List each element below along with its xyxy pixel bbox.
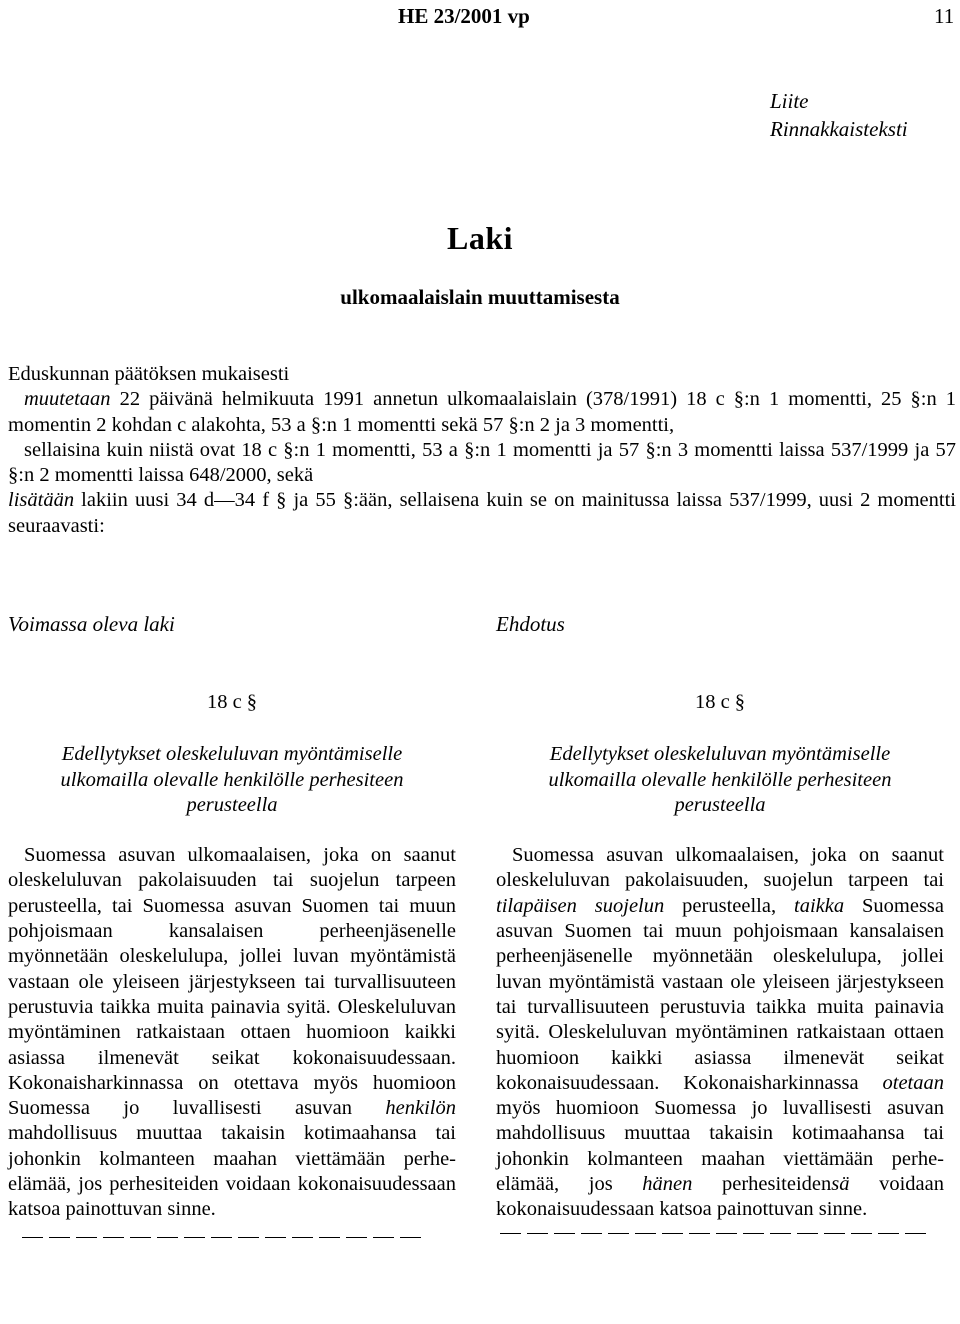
right-body-italic-1: tilapäisen suojelun	[496, 894, 665, 917]
left-omission-dashes	[22, 1237, 456, 1239]
right-body-italic-5: sä	[831, 1173, 850, 1196]
appendix-line-1: Liite	[770, 89, 809, 113]
current-law-column	[8, 690, 456, 1239]
left-section-title-line-1: Edellytykset oleskeluluvan myöntämiselle	[61, 743, 403, 766]
left-section-body	[8, 843, 456, 1222]
intro-add-text: lakiin uusi 34 d—34 f § ja 55 §:ään, sellaisena kuin se on mainitussa laissa 537/1999, uusi 2 momentti seuraavasti:	[8, 489, 956, 537]
page-number: 11	[934, 4, 955, 28]
right-body-text-e: perhesiteiden	[692, 1173, 832, 1196]
law-title: Laki	[446, 220, 514, 256]
intro-such-paragraph: sellaisina kuin niistä ovat 18 c §:n 1 momentti, 53 a §:n 1 momentti ja 57 §:n 3 momentti laissa 537/1999 ja 57 §:n 2 momentti laissa 648/2000, sekä	[8, 438, 956, 487]
right-body-text-b: perusteella,	[664, 894, 794, 917]
left-section-title-line-3: perusteella	[186, 793, 278, 816]
right-body-text-f: voidaan kokonaisuudessaan katsoa painottuvan sinne.	[496, 1173, 944, 1221]
right-section-title-line-3: perusteella	[674, 793, 766, 816]
appendix-line-2: Rinnakkaisteksti	[770, 117, 908, 141]
right-section-number: 18 c §	[694, 691, 746, 713]
right-section-title-line-2: ulkomailla olevalle henkilölle perhesiteen	[548, 768, 892, 791]
right-section-title-line-1: Edellytykset oleskeluluvan myöntämiselle	[549, 743, 891, 766]
left-column-heading: Voimassa oleva laki	[8, 612, 175, 636]
left-body-italic: henkilön	[385, 1097, 456, 1120]
intro-add-verb: lisätään	[8, 489, 75, 512]
right-body-text-c: Suomessa asuvan Suomen tai muun pohjoismaan kansalaisen perheenjäsenelle myönnetään oleskelulupa, jollei luvan myöntämistä vastaan ole yleiseen järjestykseen tai turvallisuuteen perustuvia taikka muita painavia syitä. Oleskeluluvan myöntäminen ratkaistaan ottaen huomioon kaikki asiassa ilmenevät seikat kokonaisuudessaan. Kokonaisharkinnassa	[496, 894, 945, 1094]
intro-add-paragraph	[8, 488, 956, 539]
left-section-number: 18 c §	[206, 691, 258, 713]
right-body-italic-3: otetaan	[882, 1071, 944, 1094]
right-section-body	[496, 843, 944, 1222]
intro-amend-text: 22 päivänä helmikuuta 1991 annetun ulkomaalaislain (378/1991) 18 c §:n 1 momentti, 25 §:n 1 momentin 2 kohdan c alakohta, 53 a §:n 1 momentti sekä 57 §:n 2 ja 3 momentti,	[8, 388, 956, 436]
left-body-text-a: Suomessa asuvan ulkomaalaisen, joka on saanut oleskeluluvan pakolaisuuden tai suojelun tarpeen perusteella, tai Suomessa asuvan Suomen tai muun pohjoismaan kansalaisen perheenjäsenelle myönnetään oleskelulupa, jollei luvan myöntämistä vastaan ole yleiseen järjestykseen tai turvallisuuteen perustuvia taikka muita painavia syitä. Oleskeluluvan myöntäminen ratkaistaan ottaen huomioon kaikki asiassa ilmenevät seikat kokonaisuudessaan. Kokonaisharkinnassa on otettava myös huomioon Suomessa jo luvallisesti asuvan	[8, 844, 456, 1120]
right-body-italic-4: hänen	[642, 1173, 693, 1196]
left-section-title-line-2: ulkomailla olevalle henkilölle perhesiteen	[60, 768, 404, 791]
left-body-text-b: mahdollisuus muuttaa takaisin kotimaahansa tai johonkin kolmanteen maahan viettämään perhe-elämää, jos perhesiteiden voidaan kokonaisuudessaan katsoa painottuvan sinne.	[8, 1122, 456, 1221]
intro-amend-verb: muutetaan	[24, 388, 111, 411]
enactment-clause	[8, 362, 956, 539]
intro-amend-paragraph	[8, 387, 956, 438]
right-column-heading: Ehdotus	[496, 612, 565, 636]
law-subtitle: ulkomaalaislain muuttamisesta	[340, 285, 620, 309]
right-body-text-a: Suomessa asuvan ulkomaalaisen, joka on saanut oleskeluluvan pakolaisuuden, suojelun tarpeen tai	[496, 844, 944, 892]
appendix-label	[770, 87, 908, 143]
intro-line-1: Eduskunnan päätöksen mukaisesti	[8, 363, 290, 385]
right-body-italic-2: taikka	[794, 894, 845, 917]
document-id: HE 23/2001 vp	[398, 4, 530, 28]
right-omission-dashes	[500, 1233, 944, 1235]
right-body-text-d: myös huomioon Suomessa jo luvallisesti asuvan mahdollisuus muuttaa takaisin kotimaahansa tai johonkin kolmanteen maahan viettämään perhe-elämää, jos	[496, 1097, 944, 1196]
proposal-column	[496, 690, 944, 1235]
